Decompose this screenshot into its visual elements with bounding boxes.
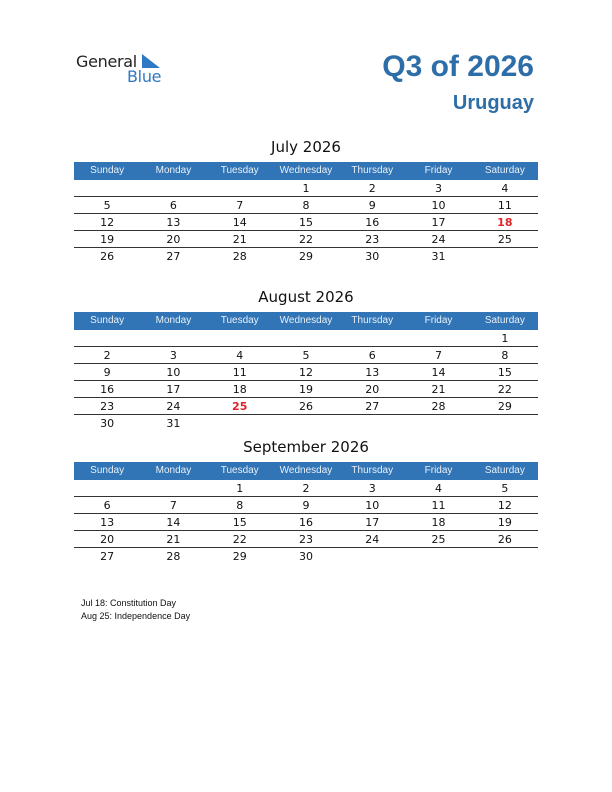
week-row — [74, 347, 538, 364]
day-cell: 24 — [431, 233, 446, 246]
weekday-label: Friday — [424, 165, 453, 176]
day-cell: 15 — [232, 516, 247, 529]
day-cell: 16 — [365, 216, 380, 229]
day-cell: 8 — [501, 349, 509, 362]
day-cell: 9 — [103, 366, 111, 379]
empty-day-cell — [405, 415, 471, 431]
day-cell: 18 — [232, 383, 247, 396]
day-cell: 17 — [431, 216, 446, 229]
empty-day-cell — [140, 480, 206, 496]
week-row — [74, 197, 538, 214]
empty-day-cell — [140, 180, 206, 196]
day-cell: 22 — [298, 233, 313, 246]
calendar-grid — [74, 330, 538, 431]
weekday-label: Tuesday — [220, 465, 259, 476]
day-cell: 4 — [236, 349, 244, 362]
weekday-label: Tuesday — [220, 165, 259, 176]
day-cell: 20 — [365, 383, 380, 396]
day-cell: 26 — [298, 400, 313, 413]
day-cell: 2 — [302, 482, 310, 495]
weekday-label: Wednesday — [279, 465, 333, 476]
day-cell: 29 — [298, 250, 313, 263]
day-cell: 25 — [232, 400, 248, 413]
day-cell: 27 — [100, 550, 115, 563]
empty-day-cell — [74, 480, 140, 496]
weekday-label: Thursday — [351, 315, 394, 326]
day-cell: 7 — [435, 349, 443, 362]
day-cell: 19 — [497, 516, 512, 529]
day-cell: 25 — [431, 533, 446, 546]
weekday-label: Thursday — [351, 465, 394, 476]
month-title: August 2026 — [258, 288, 354, 306]
day-cell: 1 — [501, 332, 509, 345]
day-cell: 4 — [435, 482, 443, 495]
week-row — [74, 214, 538, 231]
day-cell: 3 — [435, 182, 443, 195]
day-cell: 18 — [497, 216, 513, 229]
day-cell: 21 — [431, 383, 446, 396]
country-name: Uruguay — [452, 92, 534, 114]
day-cell: 8 — [236, 499, 244, 512]
empty-day-cell — [74, 180, 140, 196]
day-cell: 30 — [298, 550, 313, 563]
day-cell: 7 — [169, 499, 177, 512]
day-cell: 5 — [103, 199, 111, 212]
day-cell: 7 — [236, 199, 244, 212]
calendar-grid — [74, 480, 538, 564]
weekday-label: Friday — [424, 465, 453, 476]
day-cell: 29 — [497, 400, 512, 413]
day-cell: 3 — [368, 482, 376, 495]
day-cell: 9 — [368, 199, 376, 212]
weekday-label: Monday — [155, 165, 192, 176]
empty-day-cell — [207, 330, 273, 346]
calendar-grid — [74, 180, 538, 264]
day-cell: 28 — [431, 400, 446, 413]
day-cell: 13 — [365, 366, 380, 379]
week-row — [74, 531, 538, 548]
day-cell: 17 — [166, 383, 181, 396]
day-cell: 26 — [100, 250, 115, 263]
weekday-label: Saturday — [484, 165, 525, 176]
weekday-label: Sunday — [90, 165, 125, 176]
week-row — [74, 398, 538, 415]
month-september — [74, 436, 538, 564]
day-cell: 11 — [497, 199, 512, 212]
week-row — [74, 480, 538, 497]
weekday-label: Tuesday — [220, 315, 259, 326]
weekday-label: Wednesday — [279, 165, 333, 176]
week-row — [74, 497, 538, 514]
day-cell: 14 — [166, 516, 181, 529]
weekday-label: Sunday — [90, 465, 125, 476]
day-cell: 30 — [100, 417, 115, 430]
empty-day-cell — [339, 415, 405, 431]
weekday-label: Sunday — [90, 315, 125, 326]
day-cell: 13 — [166, 216, 181, 229]
empty-day-cell — [339, 548, 405, 564]
day-cell: 11 — [232, 366, 247, 379]
logo-general-text: General — [76, 52, 137, 71]
holiday-notes — [81, 597, 190, 623]
day-cell: 15 — [298, 216, 313, 229]
weekday-label: Monday — [155, 465, 192, 476]
week-row — [74, 381, 538, 398]
day-cell: 26 — [497, 533, 512, 546]
day-cell: 23 — [100, 400, 115, 413]
day-cell: 6 — [103, 499, 111, 512]
day-cell: 24 — [365, 533, 380, 546]
day-cell: 6 — [368, 349, 376, 362]
day-cell: 12 — [298, 366, 313, 379]
week-row — [74, 330, 538, 347]
day-cell: 21 — [166, 533, 181, 546]
day-cell: 14 — [232, 216, 247, 229]
day-cell: 8 — [302, 199, 310, 212]
empty-day-cell — [405, 548, 471, 564]
day-cell: 10 — [365, 499, 380, 512]
empty-day-cell — [472, 248, 538, 264]
weekday-label: Wednesday — [279, 315, 333, 326]
month-title: September 2026 — [243, 438, 369, 456]
empty-day-cell — [207, 180, 273, 196]
week-row — [74, 180, 538, 197]
weekday-label: Saturday — [484, 465, 525, 476]
page-title: Q3 of 2026 — [382, 50, 534, 83]
weekday-label: Saturday — [484, 315, 525, 326]
day-cell: 28 — [166, 550, 181, 563]
day-cell: 16 — [298, 516, 313, 529]
empty-day-cell — [472, 415, 538, 431]
day-cell: 31 — [166, 417, 181, 430]
day-cell: 11 — [431, 499, 446, 512]
day-cell: 1 — [236, 482, 244, 495]
day-cell: 27 — [166, 250, 181, 263]
weekday-label: Monday — [155, 315, 192, 326]
day-cell: 14 — [431, 366, 446, 379]
week-row — [74, 548, 538, 564]
day-cell: 1 — [302, 182, 310, 195]
empty-day-cell — [207, 415, 273, 431]
day-cell: 23 — [298, 533, 313, 546]
week-row — [74, 514, 538, 531]
weekday-header — [74, 162, 538, 180]
month-title: July 2026 — [271, 138, 341, 156]
day-cell: 31 — [431, 250, 446, 263]
day-cell: 19 — [100, 233, 115, 246]
day-cell: 13 — [100, 516, 115, 529]
day-cell: 9 — [302, 499, 310, 512]
day-cell: 16 — [100, 383, 115, 396]
day-cell: 22 — [497, 383, 512, 396]
empty-day-cell — [140, 330, 206, 346]
day-cell: 27 — [365, 400, 380, 413]
generalblue-logo — [76, 52, 176, 88]
day-cell: 21 — [232, 233, 247, 246]
week-row — [74, 231, 538, 248]
holiday-note: Aug 25: Independence Day — [81, 611, 191, 621]
holiday-note: Jul 18: Constitution Day — [81, 598, 177, 608]
week-row — [74, 248, 538, 264]
day-cell: 18 — [431, 516, 446, 529]
empty-day-cell — [339, 330, 405, 346]
day-cell: 22 — [232, 533, 247, 546]
day-cell: 5 — [501, 482, 509, 495]
empty-day-cell — [273, 330, 339, 346]
day-cell: 6 — [169, 199, 177, 212]
day-cell: 20 — [100, 533, 115, 546]
day-cell: 2 — [368, 182, 376, 195]
month-august — [74, 286, 538, 431]
day-cell: 20 — [166, 233, 181, 246]
weekday-label: Friday — [424, 315, 453, 326]
weekday-label: Thursday — [351, 165, 394, 176]
day-cell: 10 — [431, 199, 446, 212]
day-cell: 3 — [169, 349, 177, 362]
day-cell: 2 — [103, 349, 111, 362]
day-cell: 29 — [232, 550, 247, 563]
day-cell: 25 — [497, 233, 512, 246]
day-cell: 19 — [298, 383, 313, 396]
logo-triangle-icon — [142, 54, 160, 68]
weekday-header — [74, 312, 538, 330]
day-cell: 5 — [302, 349, 310, 362]
empty-day-cell — [472, 548, 538, 564]
week-row — [74, 415, 538, 431]
empty-day-cell — [273, 415, 339, 431]
logo-blue-text: Blue — [127, 67, 162, 86]
week-row — [74, 364, 538, 381]
day-cell: 12 — [497, 499, 512, 512]
day-cell: 28 — [232, 250, 247, 263]
day-cell: 4 — [501, 182, 509, 195]
empty-day-cell — [405, 330, 471, 346]
weekday-header — [74, 462, 538, 480]
day-cell: 17 — [365, 516, 380, 529]
empty-day-cell — [74, 330, 140, 346]
day-cell: 24 — [166, 400, 181, 413]
day-cell: 30 — [365, 250, 380, 263]
day-cell: 23 — [365, 233, 380, 246]
day-cell: 12 — [100, 216, 115, 229]
day-cell: 10 — [166, 366, 181, 379]
day-cell: 15 — [497, 366, 512, 379]
month-july — [74, 136, 538, 264]
